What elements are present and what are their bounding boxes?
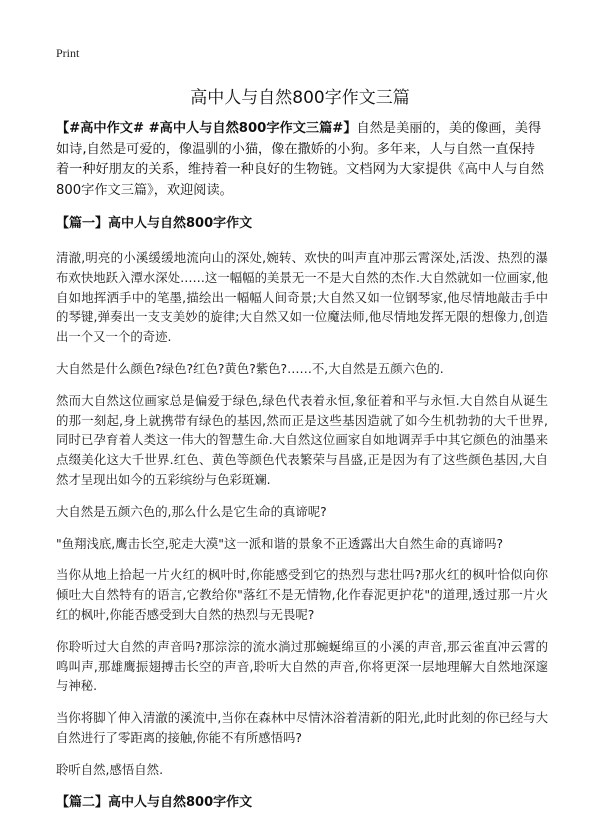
section-heading-2: 【篇二】高中人与自然800字作文 bbox=[56, 794, 253, 810]
section-heading-1: 【篇一】高中人与自然800字作文 bbox=[56, 216, 253, 231]
paragraph-4: 大自然是五颜六色的,那么什么是它生命的真谛呢? bbox=[56, 503, 327, 519]
paragraph-7: 你聆听过大自然的声音吗?那淙淙的流水淌过那蜿蜒绵亘的小溪的声音,那云雀直冲云霄的鸣叫声,那雄鹰振翅搏击长空的声音,聆听大自然的声音,你将更深一层地理解大自然地深邃与神秘. bbox=[56, 638, 548, 694]
paragraph-5: "鱼翔浅底,鹰击长空,驼走大漠"这一派和谐的景象不正透露出大自然生命的真谛吗? bbox=[56, 535, 504, 551]
intro-tag: 【#高中作文# #高中人与自然800字作文三篇#】 bbox=[56, 121, 357, 136]
paragraph-1: 清澈,明亮的小溪缓缓地流向山的深处,婉转、欢快的叫声直冲那云霄深处,活泼、热烈的瀑布欢快地跃入潭水深处……这一幅幅的美景无一不是大自然的杰作.大自然就如一位画家,他自如地挥洒手中的笔墨,描绘出一幅幅人间奇景;大自然又如一位钢琴家,他尽情地敲击手中的琴键,弹奏出一支支美妙的旋律;大自然又如一位魔法师,他尽情地发挥无限的想像力,创造出一个又一个的奇迹. bbox=[56, 250, 548, 345]
paragraph-3: 然而大自然这位画家总是偏爱于绿色,绿色代表着永恒,象征着和平与永恒.大自然自从诞生的那一刻起,身上就携带有绿色的基因,然而正是这些基因造就了如今生机勃勃的大千世界,同时已孕育着人类这一伟大的智慧生命.大自然这位画家自如地调弄手中其它颜色的油墨来点缀美化这大千世界.红色、黄色等颜色代表繁荣与昌盛,正是因为有了这些颜色基因,大自然才呈现出如今的五彩缤纷与色彩斑斓. bbox=[56, 392, 548, 487]
paragraph-8: 当你将脚丫伸入清澈的溪流中,当你在森林中尽情沐浴着清新的阳光,此时此刻的你已经与大自然进行了零距离的接触,你能不有所感悟吗? bbox=[56, 710, 548, 745]
intro-text: 自然是美丽的，美的像画，美得如诗,自然是可爱的，像温驯的小猫，像在撒娇的小狗。多年来，人与自然一直保持着一种好朋友的关系，维持着一种良好的生物链。文档网为大家提供《高中人与自然800字作文三篇》，欢迎阅读。 bbox=[56, 121, 544, 198]
intro-paragraph bbox=[56, 119, 548, 201]
print-link[interactable]: Print bbox=[56, 46, 80, 60]
paragraph-2: 大自然是什么颜色?绿色?红色?黄色?紫色?……不,大自然是五颜六色的. bbox=[56, 360, 444, 376]
page-title: 高中人与自然800字作文三篇 bbox=[190, 88, 410, 108]
paragraph-9: 聆听自然,感悟自然. bbox=[56, 761, 164, 777]
paragraph-6: 当你从地上拾起一片火红的枫叶时,你能感受到它的热烈与悲壮吗?那火红的枫叶恰似向你倾吐大自然特有的语言,它教给你"落红不是无情物,化作春泥更护花"的道理,透过那一片火红的枫叶,你能否感受到大自然的热烈与无畏呢? bbox=[56, 567, 548, 622]
article-body bbox=[56, 119, 548, 827]
